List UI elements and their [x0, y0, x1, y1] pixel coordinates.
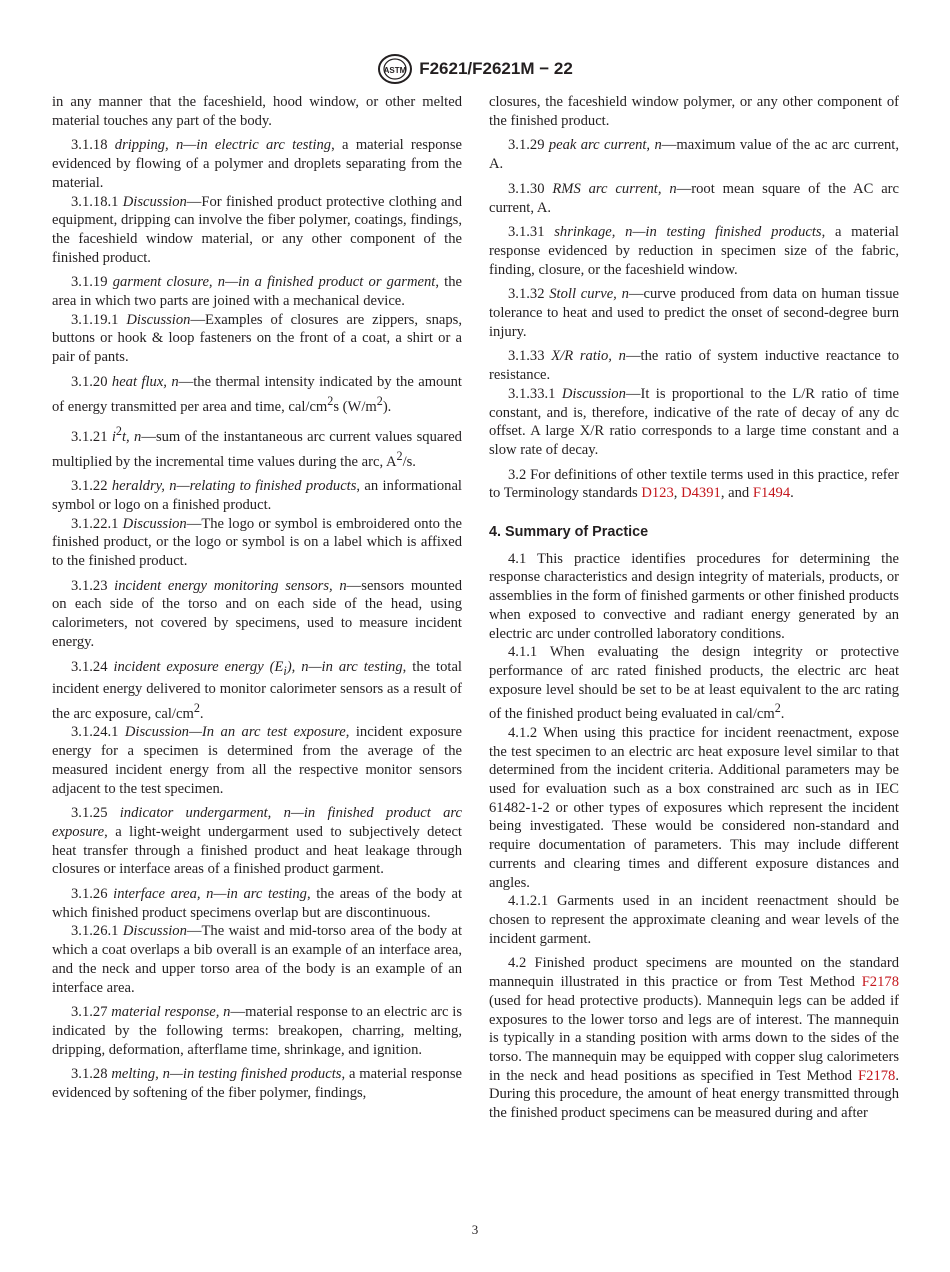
paragraph: 3.1.20 heat flux, n—the thermal intensity indicated by the amount of energy transmitted per area and time, cal/$cm^2s$ $(W/m^2)$. — [52, 373, 462, 415]
paragraph: 3.1.18.1 Discussion—For finished product protective clothing and equipment, dripping can involve the fiber polymer, coatings, findings, the faceshield window material, or any other component of the finished product. — [52, 193, 462, 266]
paragraph: 3.1.24 incident exposure energy $(E_i)$, n—in arc testing, the total incident energy delivered to monitor calorimeter sensors as a result of the arc exposure, cal/$cm^2$. — [52, 658, 462, 722]
reference-link-d4391[interactable]: D4391 — [681, 485, 721, 502]
paragraph: 3.1.27 material response, n—material response to an electric arc is indicated by the following terms: breakopen, charring, melting, dripping, deformation, afterflame time, shrinkage, and ignition. — [52, 1004, 462, 1058]
paragraph: 3.1.22 heraldry, n—relating to finished products, an informational symbol or logo on a finished product. — [52, 478, 462, 513]
paragraph: 3.1.22.1 Discussion—The logo or symbol is embroidered onto the finished product, or the logo or symbol is on a label which is affixed to the finished product. — [52, 515, 462, 570]
paragraph: 3.1.18 dripping, n—in electric arc testing, a material response evidenced by flowing of a polymer and droplets separating from the material. — [52, 137, 462, 191]
paragraph: 3.1.26.1 Discussion—The waist and mid-torso area of the body at which a coat overlaps a bib overall is an example of an interface area, and the neck and upper torso area of the body is an example of an interface area. — [52, 923, 462, 996]
paragraph: 3.1.25 indicator undergarment, n—in finished product arc exposure, a light-weight undergarment used to subjectively detect heat transfer through a finished product and heat leakage through closures or interface areas of a finished product garment. — [52, 805, 462, 878]
paragraph: 3.1.23 incident energy monitoring sensors, n—sensors mounted on each side of the torso and on each side of the head, using calorimeters, not covered by specimens, used to measure incident energy. — [52, 577, 462, 650]
paragraph: 3.1.30 RMS arc current, n—root mean square of the AC arc current, A. — [489, 180, 900, 216]
paragraph: in any manner that the faceshield, hood window, or other melted material touches any part of the body. — [52, 94, 462, 129]
paragraph: 4.1.2.1 Garments used in an incident reenactment should be chosen to represent the approximate cleaning and wear levels of the incident garment. — [489, 893, 899, 947]
document-id: F2621/F2621M − 22 — [419, 59, 573, 78]
paragraph: 3.1.26 interface area, n—in arc testing, the areas of the body at which finished product specimens overlap but are discontinuous. — [52, 886, 462, 921]
paragraph: 3.1.24.1 Discussion—In an arc test exposure, incident exposure energy for a specimen is determined from the average of the measured incident energy from all the respective monitor sensors adjacent to the test specimen. — [52, 724, 462, 797]
paragraph: 4.2 Finished product specimens are mounted on the standard mannequin illustrated in this practice or from Test Method F2178 (used for head protective products). Mannequin legs can be added if exposures to the lower torso and legs are of interest. The mannequin is typically in a standing position with arms down to the sides of the torso. The mannequin may be equipped with copper slug calorimeters in the neck and head positions as specified in Test Method F2178. During this procedure, the amount of heat energy transmitted through the finished product specimens can be measured during and after — [489, 955, 899, 1122]
reference-link-f1494[interactable]: F1494 — [752, 485, 791, 502]
paragraph: 3.1.33 X/R ratio, n—the ratio of system inductive reactance to resistance. — [489, 348, 899, 384]
paragraph: 3.1.33.1 Discussion—It is proportional to the L/R ratio of time constant, and is, therefore, indicative of the rate of decay of any dc offset. A large X/R ratio corresponds to a large time constant and a slow rate of decay. — [489, 385, 900, 458]
section-heading: 4. Summary of Practice — [489, 524, 649, 541]
reference-link-d123[interactable]: D123 — [641, 485, 674, 502]
paragraph: 3.1.29 peak arc current, n—maximum value of the ac arc current, A. — [489, 137, 899, 173]
reference-link-f2178[interactable]: F2178 — [861, 974, 899, 991]
astm-logo-icon — [377, 53, 413, 85]
paragraph: 4.1 This practice identifies procedures for determining the response characteristics and design integrity of materials, products, or assemblies in the form of finished garments or other finished products when exposed to convective and radiant energy generated by an electric arc under controlled laboratory conditions. — [489, 550, 899, 642]
paragraph: 3.1.31 shrinkage, n—in testing finished products, a material response evidenced by reduction in specimen size of the fabric, finding, closure, or the faceshield window. — [489, 224, 899, 278]
paragraph: closures, the faceshield window polymer, or any other component of the finished product. — [489, 94, 899, 129]
paragraph: 3.1.21 $i^2t$, n—sum of the instantaneous arc current values squared multiplied by the incremental time values during the arc, $A^2/s$. — [52, 424, 462, 470]
right-column — [489, 93, 899, 1123]
paragraph: 3.2 For definitions of other textile terms used in this practice, refer to Terminology standards D123, D4391, and F1494. — [489, 466, 899, 502]
paragraph: 3.1.32 Stoll curve, n—curve produced from data on human tissue tolerance to heat and used to predict the onset of second-degree burn injury. — [489, 286, 899, 340]
left-column — [52, 93, 462, 1103]
page-header — [0, 52, 950, 86]
svg-text:ASTM: ASTM — [383, 66, 407, 75]
paragraph: 3.1.19 garment closure, n—in a finished product or garment, the area in which two parts are joined with a mechanical device. — [52, 274, 462, 310]
paragraph: 4.1.2 When using this practice for incident reenactment, expose the test specimen to an electric arc heat exposure level similar to that determined from the incident criteria. Additional parameters may be used for evaluation such as a box constrained arc such as in IEC 61482-1-2 or other types of exposures which represent the incident being investigated. These would be considered non-standard and require documentation of parameters. This may include different currents and clearing times and different exposure distances and angles. — [489, 724, 899, 891]
paragraph: 3.1.19.1 Discussion—Examples of closures are zippers, snaps, buttons or hook & loop fasteners on the front of a coat, a shirt or a pair of pants. — [52, 311, 462, 366]
paragraph: 3.1.28 melting, n—in testing finished products, a material response evidenced by softening of the fiber polymer, findings, — [52, 1066, 462, 1102]
page-number: 3 — [471, 1222, 479, 1237]
reference-link-f2178[interactable]: F2178 — [858, 1067, 896, 1084]
paragraph: 4.1.1 When evaluating the design integrity or protective performance of arc rated finished products, the electric arc heat exposure level should be set to be at least equivalent to the arc rating of the finished product being evaluated in cal/$cm^2$. — [489, 644, 899, 723]
